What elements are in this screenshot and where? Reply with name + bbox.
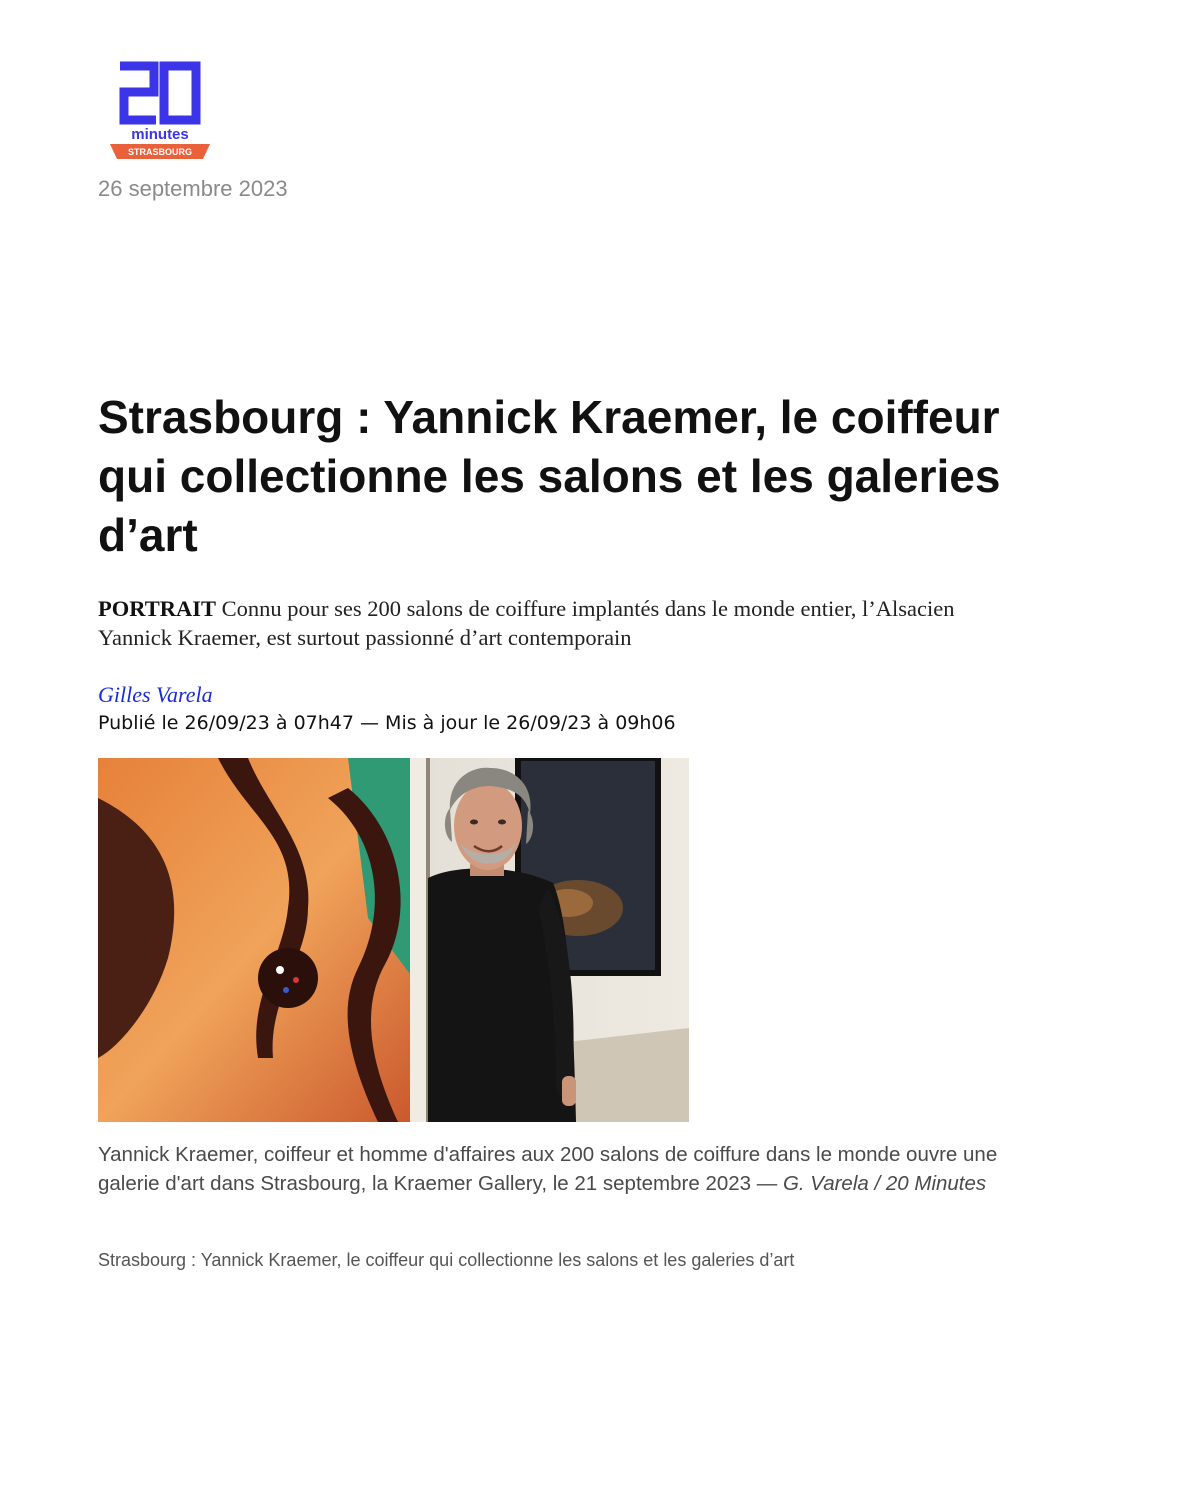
article-photo [98,758,689,1122]
logo-graphic [110,58,210,162]
publication-date: 26 septembre 2023 [98,176,288,201]
photo-caption [98,1140,1038,1198]
lede-kicker: PORTRAIT [98,596,216,621]
lede-text: Connu pour ses 200 salons de coiffure implantés dans le monde entier, l’Alsacien Yannick Kraemer, est surtout passionné d’art contemporain [98,596,955,650]
20-minutes-strasbourg-logo[interactable] [110,58,210,162]
logo-word: minutes [131,126,189,143]
caption-credit: G. Varela / 20 Minutes [782,1172,987,1195]
article-headline: Strasbourg : Yannick Kraemer, le coiffeur qui collectionne les salons et les galeries d’art [98,391,1001,561]
article-lede [98,594,1018,652]
logo-edition: STRASBOURG [127,147,193,157]
author-link[interactable]: Gilles Varela [98,682,213,707]
footer-article-title: Strasbourg : Yannick Kraemer, le coiffeur qui collectionne les salons et les galeries d’art [98,1250,795,1270]
caption-text: Yannick Kraemer, coiffeur et homme d'affaires aux 200 salons de coiffure dans le monde ouvre une galerie d'art dans Strasbourg, la Kraemer Gallery, le 21 septembre 2023 — [98,1143,998,1195]
publication-timestamps: Publié le 26/09/23 à 07h47 — Mis à jour le 26/09/23 à 09h06 [98,712,676,734]
